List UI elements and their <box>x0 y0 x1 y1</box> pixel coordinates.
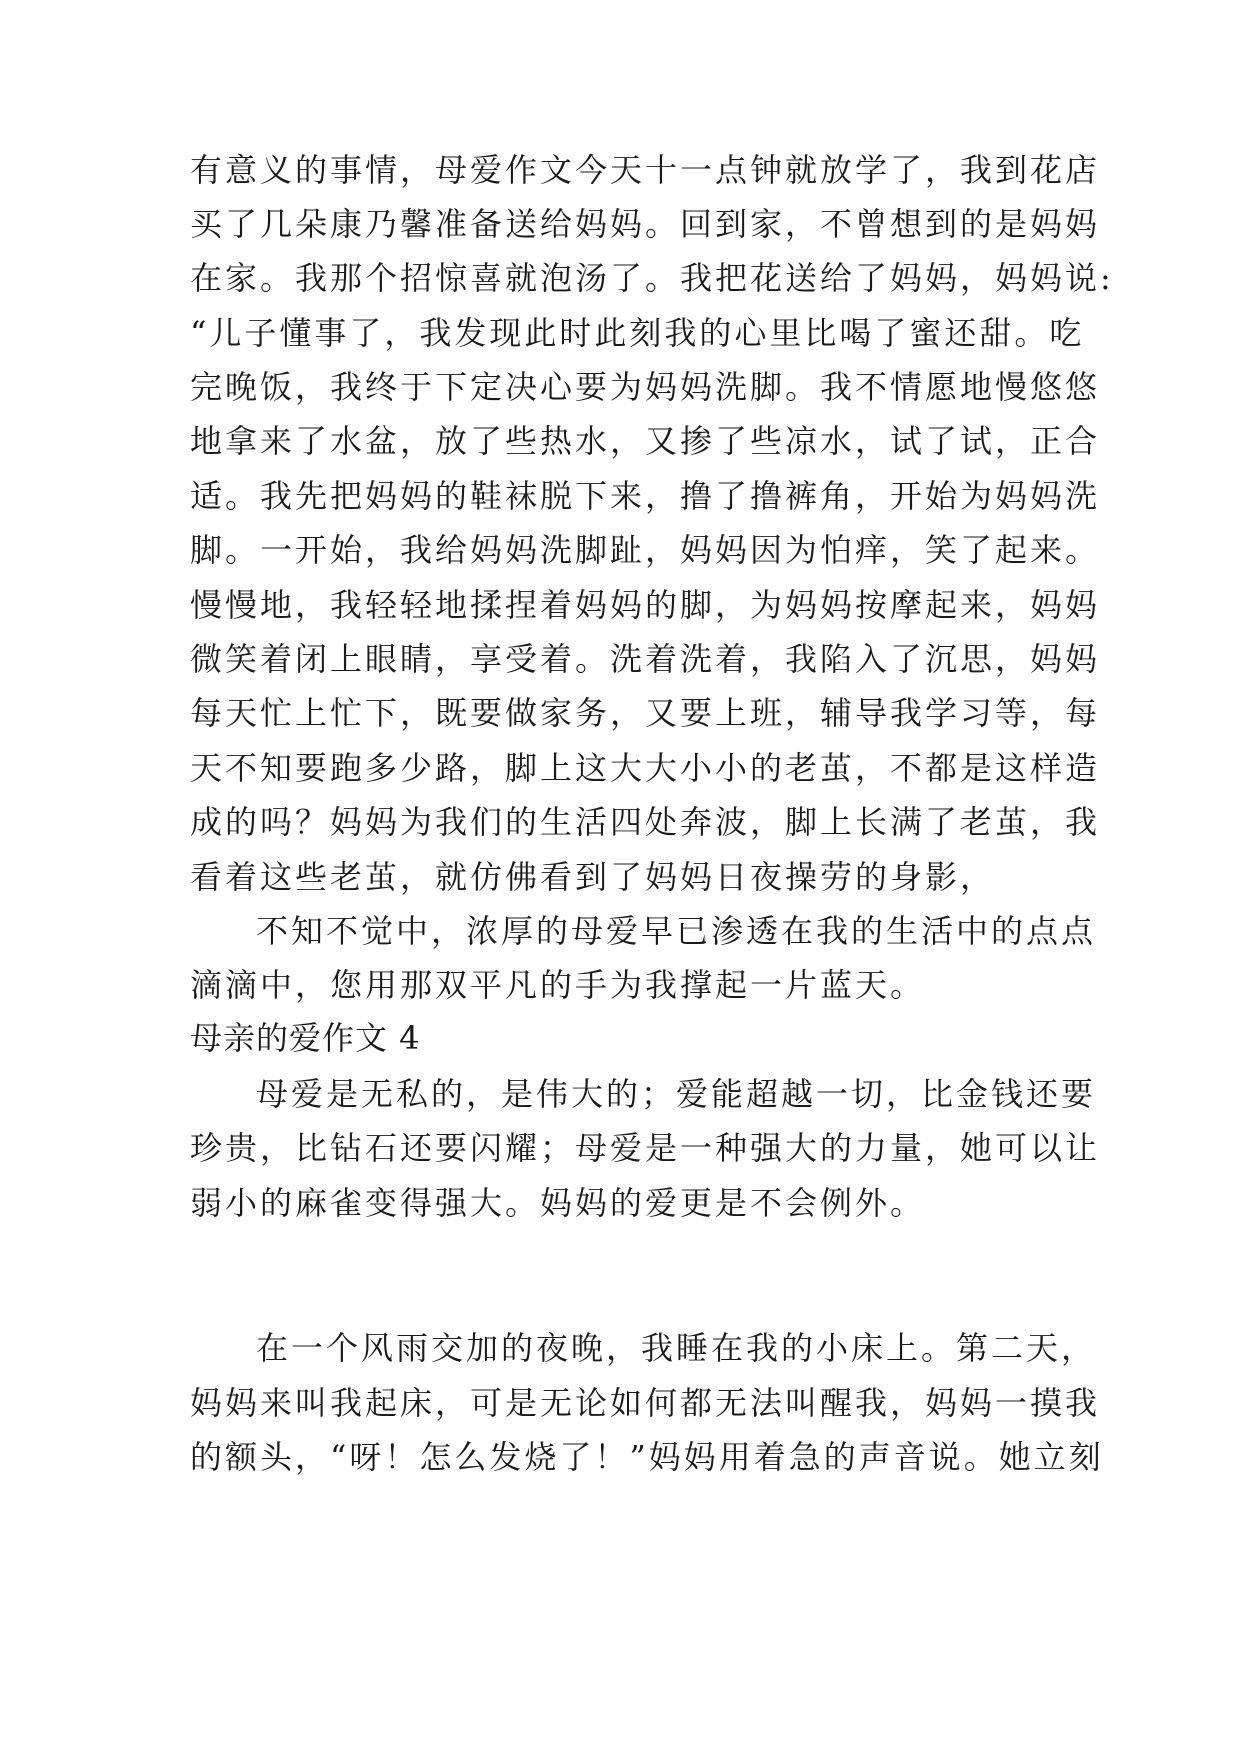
paragraph-1-line: 有意义的事情，母爱作文今天十一点钟就放学了，我到花店 <box>190 151 1101 189</box>
paragraph-3-line: 弱小的麻雀变得强大。妈妈的爱更是不会例外。 <box>190 1184 926 1222</box>
section-title: 母亲的爱作文 4 <box>190 1019 421 1057</box>
paragraph-1-line: “儿子懂事了，我发现此时此刻我的心里比喝了蜜还甜。吃 <box>190 314 1085 352</box>
paragraph-3-line: 珍贵，比钻石还要闪耀；母爱是一种强大的力量，她可以让 <box>190 1129 1101 1167</box>
paragraph-1-line: 买了几朵康乃馨准备送给妈妈。回到家，不曾想到的是妈妈 <box>190 205 1101 243</box>
paragraph-1-line: 脚。一开始，我给妈妈洗脚趾，妈妈因为怕痒，笑了起来。 <box>190 531 1101 569</box>
paragraph-1-line: 在家。我那个招惊喜就泡汤了。我把花送给了妈妈，妈妈说: <box>190 259 1114 297</box>
paragraph-4-line: 妈妈来叫我起床，可是无论如何都无法叫醒我，妈妈一摸我 <box>190 1384 1101 1422</box>
paragraph-1-line: 微笑着闭上眼睛，享受着。洗着洗着，我陷入了沉思，妈妈 <box>190 640 1101 678</box>
paragraph-1-line: 适。我先把妈妈的鞋袜脱下来，撸了撸裤角，开始为妈妈洗 <box>190 477 1101 515</box>
paragraph-4-line: 在一个风雨交加的夜晚，我睡在我的小床上。第二天， <box>256 1329 1097 1367</box>
paragraph-1-line: 成的吗？妈妈为我们的生活四处奔波，脚上长满了老茧，我 <box>190 803 1101 841</box>
paragraph-1-line: 每天忙上忙下，既要做家务，又要上班，辅导我学习等，每 <box>190 694 1101 732</box>
paragraph-2-line: 不知不觉中，浓厚的母爱早已渗透在我的生活中的点点 <box>256 912 1097 950</box>
paragraph-1-line: 看着这些老茧，就仿佛看到了妈妈日夜操劳的身影， <box>190 858 996 896</box>
paragraph-1-line: 慢慢地，我轻轻地揉捏着妈妈的脚，为妈妈按摩起来，妈妈 <box>190 586 1101 624</box>
paragraph-3-line: 母爱是无私的，是伟大的；爱能超越一切，比金钱还要 <box>256 1075 1097 1113</box>
paragraph-4-line: 的额头，“呀！怎么发烧了！”妈妈用着急的声音说。她立刻 <box>190 1438 1104 1476</box>
paragraph-1-line: 完晚饭，我终于下定决心要为妈妈洗脚。我不情愿地慢悠悠 <box>190 368 1101 406</box>
paragraph-2-line: 滴滴中，您用那双平凡的手为我撑起一片蓝天。 <box>190 966 926 1004</box>
paragraph-1-line: 地拿来了水盆，放了些热水，又掺了些凉水，试了试，正合 <box>190 422 1101 460</box>
paragraph-1-line: 天不知要跑多少路，脚上这大大小小的老茧，不都是这样造 <box>190 749 1101 787</box>
